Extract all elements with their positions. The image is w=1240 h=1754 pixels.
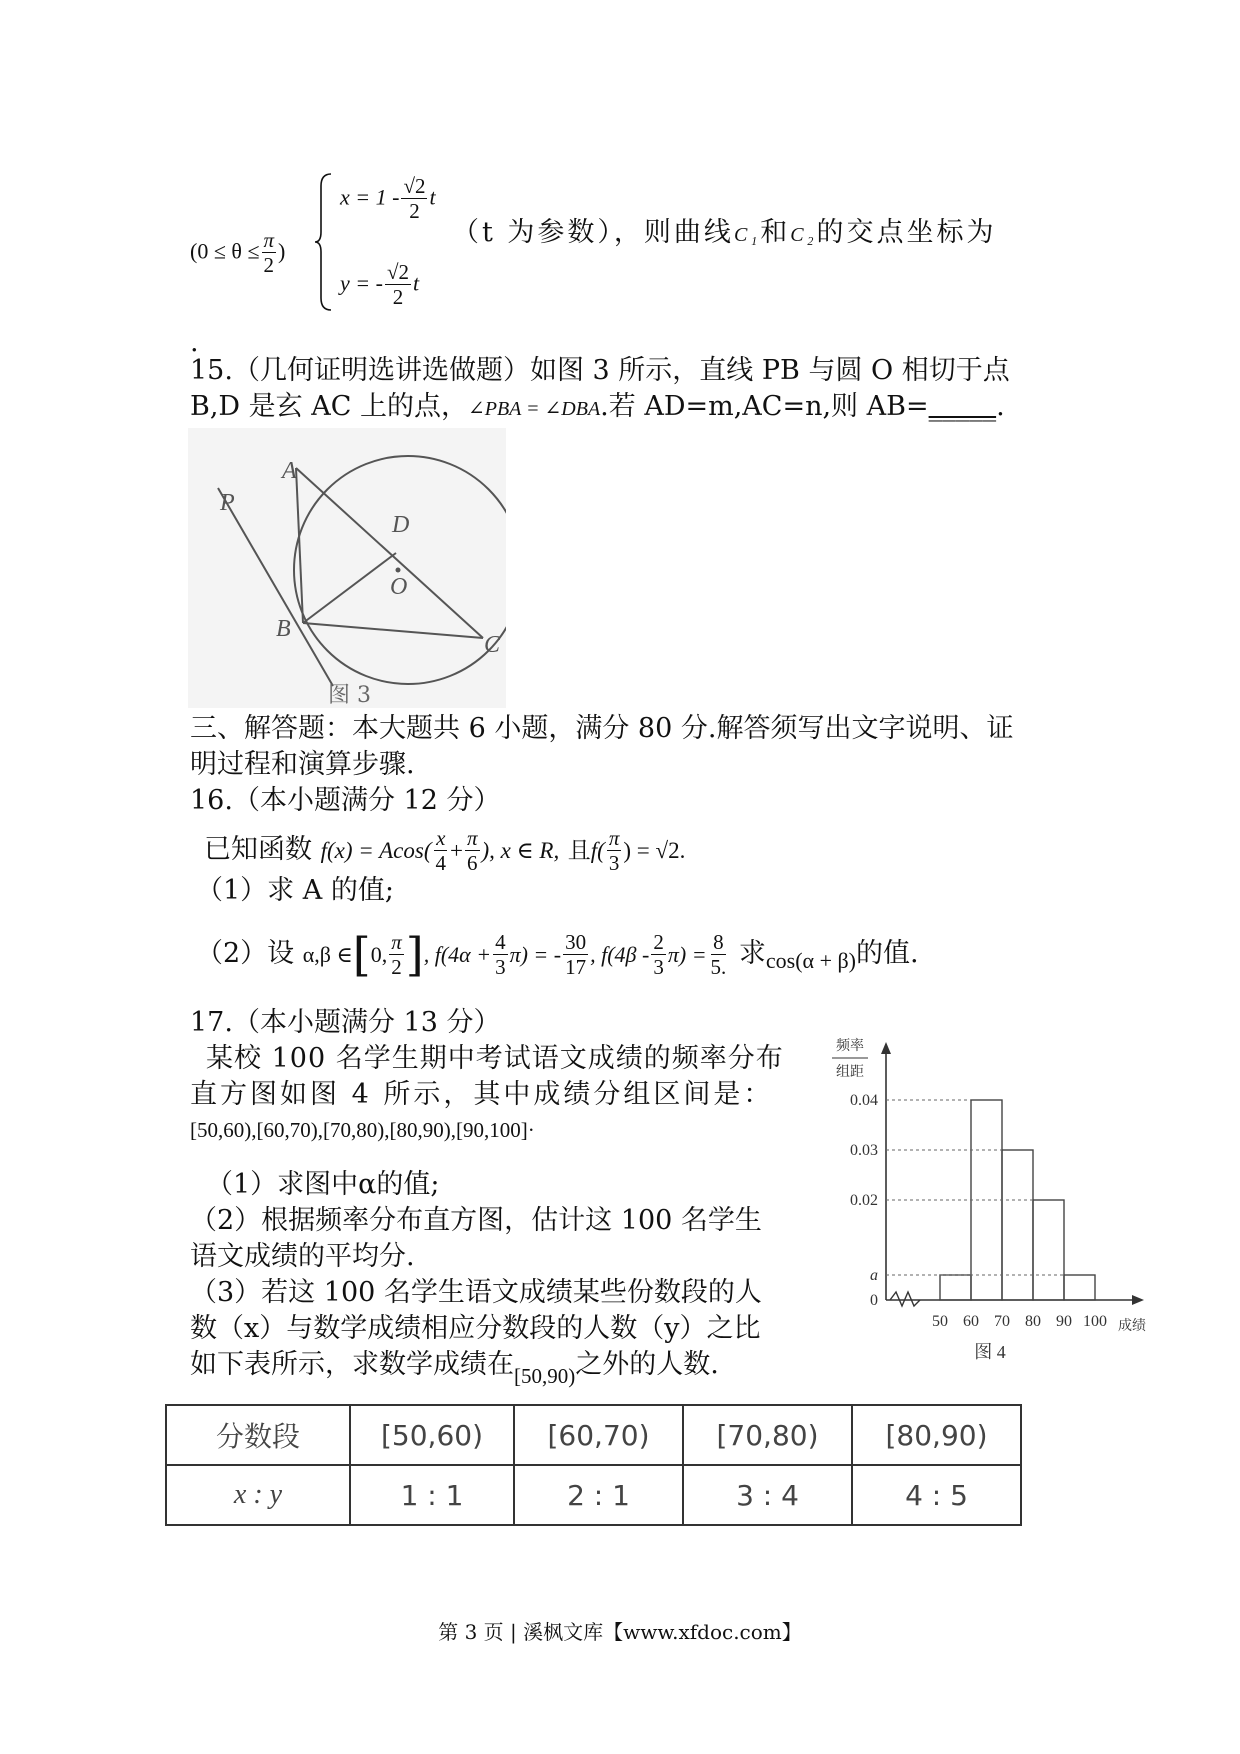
table-header-label: 分数段 [166,1405,350,1465]
table-cell: 1 : 1 [350,1465,514,1525]
q15-line2: B,D 是玄 AC 上的点，∠PBA = ∠DBA.若 AD=m,AC=n,则 AB=_____. [190,391,1005,422]
center-point [396,568,401,573]
histogram-bar [971,1100,1002,1300]
histogram-chart [820,1030,1158,1360]
page-footer: 第 3 页 | 溪枫文库【www.xfdoc.com】 [438,1620,802,1644]
x-tick-label: 80 [1025,1313,1041,1330]
x-tick-label: 70 [994,1313,1010,1330]
q17-part3b: 数（x）与数学成绩相应分数段的人数（y）之比 [190,1313,761,1344]
table-cell: 4 : 5 [852,1465,1021,1525]
tangent-line-pb [218,488,333,686]
table-cell: [80,90) [852,1405,1021,1465]
q16-given: 已知函数 f(x) = Acos( $\frac{x}{4}$ + $\frac{\pi}{6}$ ), x ∈ R, 且f( $\frac{\pi}{3}$ ) = √2. [204,826,686,875]
q16-title: 16.（本小题满分 12 分） [190,785,501,816]
segment-bd [303,553,396,623]
table-cell: [60,70) [514,1405,683,1465]
y-tick-label: a [870,1267,878,1284]
chart-caption: 图 4 [974,1342,1006,1360]
q17-intervals: [50,60),[60,70),[70,80),[80,90),[90,100]· [190,1118,535,1142]
q17-part1: （1）求图中α的值; [206,1169,440,1200]
label-a: A [282,458,297,484]
segment-bc [303,623,483,638]
label-o: O [390,574,408,600]
ratio-table [165,1404,1022,1526]
x-tick-label: 100 [1083,1313,1107,1330]
q14-period: . [190,327,199,358]
histogram-bar [1033,1200,1064,1300]
q17-part3c: 如下表所示，求数学成绩在$_{[50,90)}$之外的人数. [190,1349,719,1388]
chord-ac [296,468,483,638]
y-axis-arrow [881,1042,891,1054]
q14-block [190,170,1070,340]
q16-part2: （2）设 α,β ∈[0, $\frac{\pi}{2}$ ], f(4α + $\frac{4}{3}$ π) = - $\frac{30}{17}$ , f(4β - $\frac{2}{3}$ π) = $\frac{8}{5.}$ 求$_{cos(\alpha + \beta)}$的值. [196,927,919,982]
q14-text: （t 为参数），则曲线C₁和C₂的交点坐标为 [452,217,997,248]
table-cell: 2 : 1 [514,1465,683,1525]
q16-part1: （1）求 A 的值; [196,875,394,906]
theta-range: (0 ≤ θ ≤ $\frac{\pi}{2}$ ) [190,228,286,277]
x-axis-label: 成绩 [1118,1319,1146,1334]
label-c: C [484,632,501,658]
histogram-bar [1002,1150,1033,1300]
x-axis-arrow [1132,1295,1144,1305]
q17-part2a: （2）根据频率分布直方图，估计这 100 名学生 [190,1205,762,1236]
section3-line1: 三、解答题：本大题共 6 小题，满分 80 分.解答须写出文字说明、证 [190,713,1014,744]
q17-title: 17.（本小题满分 13 分） [190,1007,501,1038]
circle-diagram [188,428,506,708]
figure-3-caption: 图 3 [328,683,371,708]
table-cell: [70,80) [683,1405,852,1465]
x-equation: x = 1 - $\frac{√2}{2}$ t [340,174,436,223]
table-cell: 3 : 4 [683,1465,852,1525]
label-p: P [220,490,235,516]
y-tick-label: 0.02 [850,1192,878,1209]
table-cell: [50,60) [350,1405,514,1465]
y-axis-label-top: 频率 [836,1039,864,1054]
label-d: D [392,512,410,538]
x-tick-label: 50 [932,1313,948,1330]
histogram-bar [1064,1275,1095,1300]
y-axis-label-bottom: 组距 [836,1065,864,1080]
q17-intro2: 直方图如图 4 所示，其中成绩分组区间是： [190,1079,774,1110]
label-b: B [276,616,291,642]
q17-intro1: 某校 100 名学生期中考试语文成绩的频率分布 [206,1043,784,1074]
table-row [166,1465,1021,1525]
y-tick-label: 0.03 [850,1142,878,1159]
ratio-table-wrap [165,1404,1022,1526]
figure-3 [188,428,506,708]
y-tick-label: 0.04 [850,1092,878,1109]
axis-break [890,1292,920,1306]
figure-4 [820,1030,1158,1360]
histogram-bar [940,1275,971,1300]
x-tick-label: 60 [963,1313,979,1330]
section3-line2: 明过程和演算步骤. [190,749,415,780]
x-tick-label: 90 [1056,1313,1072,1330]
q15-line1: 15.（几何证明选讲选做题）如图 3 所示，直线 PB 与圆 O 相切于点 [190,355,1010,386]
q17-part2b: 语文成绩的平均分. [190,1241,415,1272]
y-equation: y = - $\frac{√2}{2}$ t [340,260,420,309]
q17-part3a: （3）若这 100 名学生语文成绩某些份数段的人 [190,1277,762,1308]
table-row [166,1405,1021,1465]
system-brace [315,172,335,312]
y-tick-label: 0 [870,1292,878,1309]
table-row-label: x : y [166,1465,350,1525]
